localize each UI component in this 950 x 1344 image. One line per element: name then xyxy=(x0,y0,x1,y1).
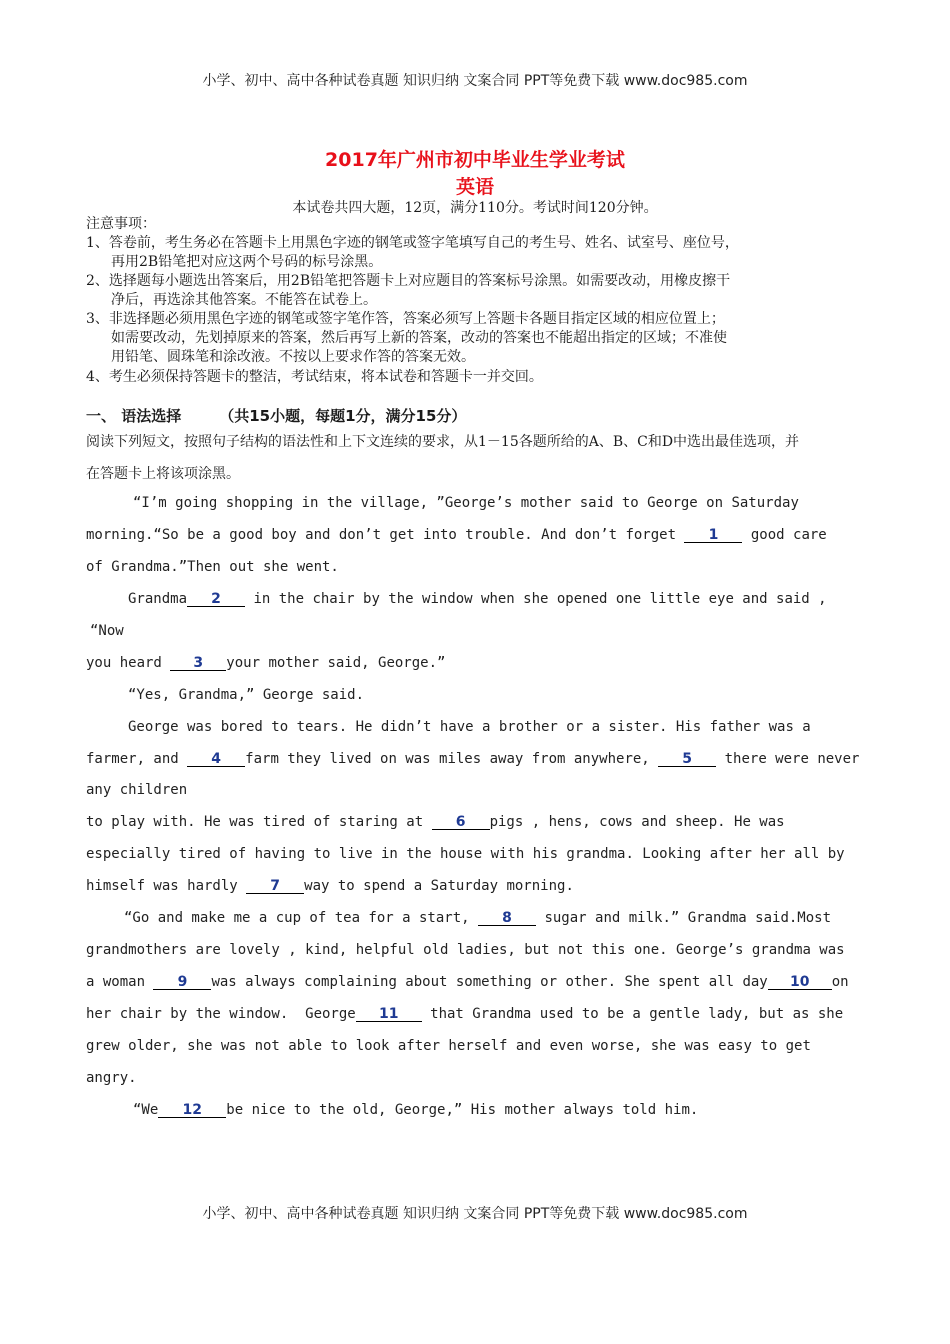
blank-2[interactable]: 2 xyxy=(187,592,245,607)
section-heading xyxy=(86,405,466,426)
passage-line: morning.“So be a good boy and don’t get into trouble. And don’t forget 1 good care xyxy=(86,527,827,543)
passage-line: “Now xyxy=(90,623,124,639)
notice-item-1-line-1: 1、答卷前，考生务必在答题卡上用黑色字迹的钢笔或签字笔填写自己的考生号、姓名、试室号、座位号， xyxy=(86,235,739,251)
section-title: 一、 语法选择 xyxy=(86,407,182,425)
passage-line: “Go and make me a cup of tea for a start, 8 sugar and milk.” Grandma said.Most xyxy=(124,910,832,926)
blank-9[interactable]: 9 xyxy=(153,975,211,990)
exam-info: 本试卷共四大题，12页，满分110分。考试时间120分钟。 xyxy=(292,200,658,216)
passage-line: of Grandma.”Then out she went. xyxy=(86,559,339,575)
notice-item-3-line-3: 用铅笔、圆珠笔和涂改液。不按以上要求作答的答案无效。 xyxy=(111,349,475,365)
blank-1[interactable]: 1 xyxy=(684,528,742,543)
exam-subject: 英语 xyxy=(455,176,494,198)
notice-item-2-line-2: 净后，再选涂其他答案。不能答在试卷上。 xyxy=(111,292,377,308)
notice-item-3-line-1: 3、非选择题必须用黑色字迹的钢笔或签字笔作答，答案必须写上答题卡各题目指定区域的相应位置上； xyxy=(86,311,725,327)
blank-7[interactable]: 7 xyxy=(246,879,304,894)
blank-3[interactable]: 3 xyxy=(170,656,226,671)
passage-line: Grandma 2 in the chair by the window when she opened one little eye and said , xyxy=(128,591,827,607)
notice-item-1-line-2: 再用2B铅笔把对应这两个号码的标号涂黑。 xyxy=(111,254,383,270)
passage-line: farmer, and 4 farm they lived on was miles away from anywhere, 5 there were never xyxy=(86,751,860,767)
section-points: （共15小题，每题1分，满分15分） xyxy=(219,407,467,425)
passage-line: to play with. He was tired of staring at 6 pigs , hens, cows and sheep. He was xyxy=(86,814,785,830)
exam-title: 2017年广州市初中毕业生学业考试 xyxy=(325,149,625,171)
passage-line: grew older, she was not able to look after herself and even worse, she was easy to get xyxy=(86,1038,811,1054)
notice-item-3-line-2: 如需要改动，先划掉原来的答案，然后再写上新的答案，改动的答案也不能超出指定的区域；不准使 xyxy=(111,330,727,346)
notice-title: 注意事项： xyxy=(86,216,156,232)
notice-item-1 xyxy=(86,234,876,272)
passage-line: himself was hardly 7 way to spend a Saturday morning. xyxy=(86,878,574,894)
page-footer: 小学、初中、高中各种试卷真题 知识归纳 文案合同 PPT等免费下载 www.doc985.com xyxy=(202,1206,748,1222)
passage-line: especially tired of having to live in the house with his grandma. Looking after her all by xyxy=(86,846,845,862)
passage-line: any children xyxy=(86,782,188,798)
blank-4[interactable]: 4 xyxy=(187,752,245,767)
blank-11[interactable]: 11 xyxy=(356,1007,422,1022)
blank-10[interactable]: 10 xyxy=(768,975,832,990)
blank-6[interactable]: 6 xyxy=(432,815,490,830)
passage-line: “We 12 be nice to the old, George,” His mother always told him. xyxy=(133,1102,699,1118)
section-instruction-line-2: 在答题卡上将该项涂黑。 xyxy=(86,466,240,482)
passage-line: a woman 9 was always complaining about something or other. She spent all day 10 on xyxy=(86,974,849,990)
blank-8[interactable]: 8 xyxy=(478,911,536,926)
passage-line: her chair by the window. George 11 that Grandma used to be a gentle lady, but as she xyxy=(86,1006,844,1022)
notice-item-2-line-1: 2、选择题每小题选出答案后，用2B铅笔把答题卡上对应题目的答案标号涂黑。如需要改动，用橡皮擦干 xyxy=(86,273,731,289)
notice-item-3 xyxy=(86,310,876,367)
passage-line: “I’m going shopping in the village, ”George’s mother said to George on Saturday xyxy=(133,495,799,511)
passage-line: “Yes, Grandma,” George said. xyxy=(128,687,365,703)
section-instruction-line-1: 阅读下列短文，按照句子结构的语法性和上下文连续的要求，从1－15各题所给的A、B、C和D中选出最佳选项，并 xyxy=(86,434,800,450)
passage-line: angry. xyxy=(86,1070,137,1086)
blank-5[interactable]: 5 xyxy=(658,752,716,767)
passage-line: you heard 3 your mother said, George.” xyxy=(86,655,446,671)
passage-line: grandmothers are lovely , kind, helpful old ladies, but not this one. George’s grandma was xyxy=(86,942,845,958)
notice-item-2 xyxy=(86,272,876,310)
page-header: 小学、初中、高中各种试卷真题 知识归纳 文案合同 PPT等免费下载 www.doc985.com xyxy=(202,73,748,89)
passage-line: George was bored to tears. He didn’t have a brother or a sister. His father was a xyxy=(128,719,811,735)
blank-12[interactable]: 12 xyxy=(158,1103,226,1118)
notice-item-4: 4、考生必须保持答题卡的整洁，考试结束，将本试卷和答题卡一并交回。 xyxy=(86,369,543,385)
